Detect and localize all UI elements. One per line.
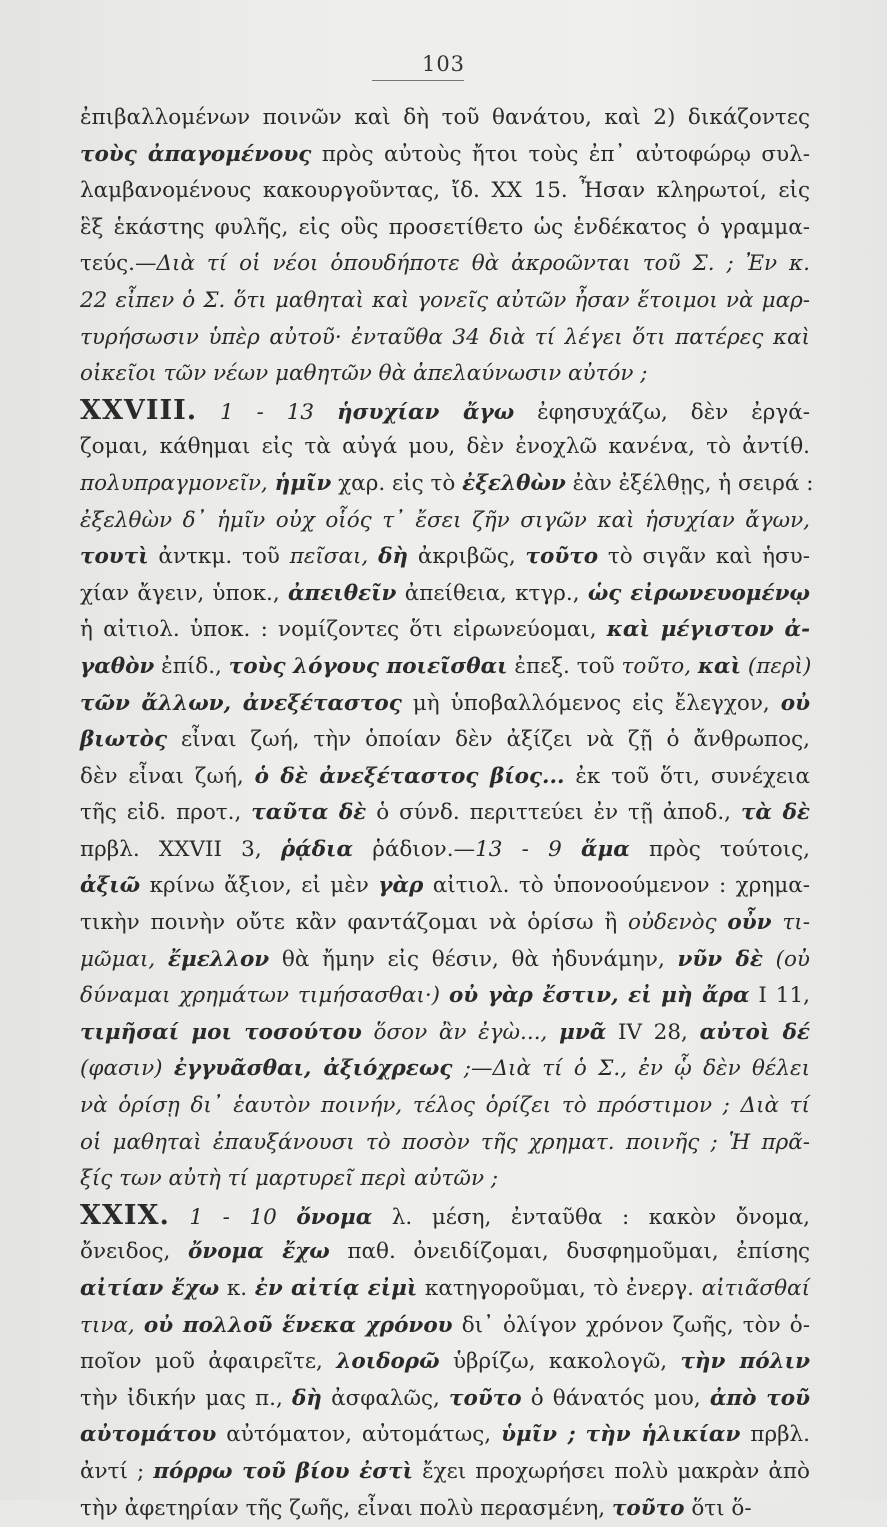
text-line bbox=[80, 1417, 810, 1454]
text-run: τὴν ἀφετηρίαν τῆς ζωῆς, εἶναι πολὺ περασμένη, bbox=[80, 1495, 612, 1521]
text-run: ἐὰν ἐξέλθῃς, ἡ σειρά : bbox=[565, 470, 814, 496]
text-line bbox=[80, 1161, 810, 1198]
text-run: παθ. ὀνειδίζομαι, δυσφημοῦμαι, ἐπίσης bbox=[329, 1239, 810, 1265]
text-run: δὴ bbox=[291, 1385, 322, 1411]
text-run: ἔμελλον bbox=[167, 946, 270, 972]
text-line bbox=[80, 393, 810, 430]
text-line bbox=[80, 978, 810, 1015]
text-run: νῦν δὲ bbox=[677, 946, 763, 972]
text-line bbox=[80, 722, 810, 759]
text-run: νὰ ὁρίσῃ δι᾿ ἑαυτὸν ποινήν, τέλος ὁρίζει τὸ πρόστιμον ; Διὰ τί bbox=[80, 1093, 810, 1119]
text-run: τικὴν ποινὴν οὔτε κἂν φαντάζομαι νὰ ὁρίσω ἢ bbox=[80, 910, 629, 936]
text-line bbox=[80, 795, 810, 832]
text-run: ὡς εἰρωνευομένῳ bbox=[587, 580, 810, 606]
text-run: πρβλ. bbox=[740, 1422, 810, 1448]
text-line bbox=[80, 356, 810, 393]
text-run: τοὺς λόγους ποιεῖσθαι bbox=[228, 653, 508, 679]
text-run: εἶναι ζωή, τὴν ὁποίαν δὲν ἀξίζει νὰ ζῇ ὁ ἄνθρωπος, bbox=[167, 727, 810, 753]
text-run: δι᾿ ὀλίγον χρόνον ζωῆς, τὸν ὁ- bbox=[452, 1312, 811, 1338]
text-line bbox=[80, 539, 810, 576]
text-run: ἡμῖν bbox=[274, 470, 332, 496]
page-number: 103 bbox=[421, 52, 466, 76]
text-run: ἐν αἰτίᾳ εἰμὶ bbox=[254, 1276, 418, 1301]
text-run: ἐφησυχάζω, δὲν ἐργά- bbox=[514, 399, 811, 425]
text-run: ταῦτα δὲ bbox=[251, 800, 367, 826]
text-run: βιωτὸς bbox=[80, 727, 168, 753]
text-run: 22 εἶπεν ὁ Σ. ὅτι μαθηταὶ καὶ γονεῖς αὐτῶν ἦσαν ἕτοιμοι νὰ μαρ- bbox=[80, 287, 810, 313]
commentary-text bbox=[80, 100, 814, 1527]
text-run: τὴν πόλιν bbox=[680, 1349, 810, 1375]
text-run: ὁ σύνδ. περιττεύει ἐν τῇ ἀποδ., bbox=[366, 800, 741, 826]
section-heading: XXVIII. bbox=[80, 394, 198, 426]
text-run: τὴν ἰδικήν μας π., bbox=[80, 1385, 292, 1411]
text-run: ζομαι, κάθημαι εἰς τὰ αὐγά μου, δὲν ἐνοχλῶ κανένα, τὸ ἀντίθ. bbox=[80, 434, 810, 460]
text-line bbox=[80, 1344, 810, 1381]
text-line bbox=[80, 942, 810, 979]
text-run: μνᾶ bbox=[559, 1019, 607, 1045]
text-run: ῥάδιον.— bbox=[353, 836, 476, 862]
text-line bbox=[80, 466, 814, 503]
text-run: κατηγοροῦμαι, τὸ ἐνεργ. bbox=[417, 1276, 702, 1301]
text-run bbox=[576, 1422, 586, 1447]
text-run: οὐδενὸς bbox=[628, 910, 728, 936]
text-run: πρβλ. XXVII 3, bbox=[80, 836, 281, 862]
text-run: ῥᾴδια bbox=[280, 836, 354, 862]
text-line bbox=[80, 173, 810, 210]
text-line bbox=[80, 137, 810, 174]
text-run: δύναμαι χρημάτων τιμήσασθαι·) bbox=[80, 983, 449, 1009]
text-line bbox=[80, 1198, 810, 1235]
text-run: λ. μέση, ἐνταῦθα : κακὸν ὄνομα, bbox=[372, 1204, 810, 1230]
text-line bbox=[80, 1125, 810, 1162]
text-run: οἱ μαθηταὶ ἐπαυξάνουσι τὸ ποσὸν τῆς χρηματ. ποινῆς ; Ἡ πρᾶ- bbox=[80, 1129, 810, 1155]
text-run: ;—Διὰ τί ὁ Σ., ἐν ᾧ δὲν θέλει bbox=[452, 1056, 811, 1082]
text-run: οἰκεῖοι τῶν νέων μαθητῶν θὰ ἀπελαύνωσιν αὐτόν ; bbox=[80, 361, 648, 387]
text-run: ἀντκμ. τοῦ bbox=[148, 544, 290, 570]
text-run: οὐ πολλοῦ ἕνεκα χρόνου bbox=[143, 1312, 453, 1338]
text-run: Διὰ τί οἱ νέοι ὁπουδήποτε θὰ ἀκροῶνται τοῦ Σ. ; Ἐν κ. bbox=[156, 251, 810, 277]
text-run: τοῦτο, bbox=[621, 653, 698, 679]
text-run: ξίς των αὐτὴ τί μαρτυρεῖ περὶ αὐτῶν ; bbox=[80, 1166, 499, 1192]
text-run: ἀσφαλῶς, bbox=[321, 1385, 450, 1411]
text-run: χαρ. εἰς τὸ bbox=[331, 470, 463, 496]
text-run: ἡσυχίαν ἄγω bbox=[337, 399, 515, 425]
text-run: ἐξελθὼν δ᾿ ἡμῖν οὐχ οἷός τ᾿ ἔσει ζῆν σιγῶν καὶ ἡσυχίαν ἄγων, bbox=[80, 507, 810, 533]
text-run: ὅσον ἂν ἐγὼ..., bbox=[361, 1019, 560, 1045]
text-run: τῆς εἰδ. προτ., bbox=[80, 800, 252, 826]
text-run: τοὺς ἀπαγομένους bbox=[80, 141, 312, 167]
text-run: (περὶ) bbox=[740, 653, 812, 679]
text-run: IV 28, bbox=[606, 1019, 700, 1045]
text-run: λοιδορῶ bbox=[336, 1349, 440, 1375]
text-run: ὁ δὲ ἀνεξέταστος βίος... bbox=[254, 763, 565, 789]
text-line bbox=[80, 576, 810, 613]
text-run: ὑβρίζω, κακολογῶ, bbox=[439, 1349, 681, 1375]
text-run: ἓξ ἑκάστης φυλῆς, εἰς οὓς προσετίθετο ὡς ἑνδέκατος ὁ γραμμα- bbox=[80, 214, 810, 240]
text-line bbox=[80, 649, 810, 686]
text-run: 1 - 13 bbox=[197, 399, 338, 425]
text-run: πόρρω τοῦ βίου ἐστὶ bbox=[153, 1458, 414, 1484]
text-run: οὖν bbox=[727, 910, 772, 936]
text-run: ἀξιῶ bbox=[80, 873, 141, 899]
text-run: τοῦτο bbox=[611, 1495, 685, 1521]
text-run: αὐτομάτου bbox=[80, 1422, 217, 1448]
text-run: ἀντί ; bbox=[80, 1458, 154, 1484]
text-run: ἔχει προχωρήσει πολὺ μακρὰν ἀπὸ bbox=[413, 1458, 810, 1484]
text-run: πρὸς τούτοις, bbox=[629, 836, 810, 862]
text-line bbox=[80, 1271, 810, 1308]
text-run: ὄνομα ἔχω bbox=[187, 1239, 330, 1265]
text-run: πολυπραγμονεῖν, bbox=[80, 470, 275, 496]
text-run: τὸ σιγᾶν καὶ ἡσυ- bbox=[598, 544, 810, 570]
text-run: πρὸς αὐτοὺς ἤτοι τοὺς ἐπ᾿ αὐτοφώρῳ συλ- bbox=[311, 141, 810, 167]
text-line bbox=[80, 210, 810, 247]
text-run: κ. bbox=[219, 1276, 255, 1301]
text-run: μὴ ὑποβαλλόμενος εἰς ἔλεγχον, bbox=[401, 690, 781, 716]
text-line bbox=[80, 429, 810, 466]
text-run: πεῖσαι, bbox=[289, 544, 379, 570]
text-line bbox=[80, 100, 810, 137]
text-run: 13 - 9 bbox=[475, 836, 581, 862]
text-run: οὐ bbox=[780, 690, 810, 716]
text-run: τι- bbox=[771, 910, 810, 936]
text-line bbox=[80, 868, 810, 905]
text-run: ἀπὸ τοῦ bbox=[709, 1385, 810, 1411]
text-run: οὐ γὰρ ἔστιν, εἰ μὴ ἄρα bbox=[448, 983, 750, 1009]
text-line bbox=[80, 1015, 810, 1052]
text-run: γαθὸν bbox=[80, 653, 155, 679]
text-line bbox=[80, 1308, 810, 1345]
text-run: ὅτι ὅ- bbox=[684, 1495, 752, 1521]
text-run: ἀπείθεια, κτγρ., bbox=[396, 580, 588, 606]
text-run: τινα, bbox=[80, 1312, 144, 1338]
text-run: αὐτόματον, αὐτομάτως, bbox=[216, 1422, 502, 1448]
text-run: τουτὶ bbox=[80, 544, 149, 570]
text-line bbox=[80, 686, 810, 723]
text-run: τὰ δὲ bbox=[740, 800, 810, 826]
text-line bbox=[80, 1088, 810, 1125]
text-run: αἰτιᾶσθαί bbox=[701, 1276, 811, 1301]
text-run: ὁ θάνατός μου, bbox=[521, 1385, 710, 1411]
text-line bbox=[80, 1381, 810, 1418]
text-run: δὴ bbox=[378, 544, 409, 570]
text-run: ἀκριβῶς, bbox=[408, 544, 526, 570]
text-run: αὐτοὶ δέ bbox=[699, 1019, 810, 1045]
section-heading: XXIX. bbox=[80, 1199, 170, 1231]
text-run: αἰτίαν ἔχω bbox=[80, 1276, 220, 1301]
text-run: κρίνω ἄξιον, εἰ μὲν bbox=[140, 873, 379, 899]
text-line bbox=[80, 283, 810, 320]
text-run: μῶμαι, bbox=[80, 946, 168, 972]
text-line bbox=[80, 1454, 810, 1491]
text-run: τὴν ἡλικίαν bbox=[585, 1422, 741, 1448]
text-run: ἐγγυᾶσθαι, ἀξιόχρεως bbox=[173, 1056, 453, 1082]
text-run: τυρήσωσιν ὑπὲρ αὐτοῦ· ἐνταῦθα 34 διὰ τί λέγει ὅτι πατέρες καὶ bbox=[80, 324, 810, 350]
text-run: γὰρ bbox=[378, 873, 424, 899]
text-run: 1 - 10 bbox=[169, 1204, 297, 1230]
text-run: καὶ bbox=[697, 653, 741, 679]
text-line bbox=[80, 1051, 810, 1088]
text-run: χίαν ἄγειν, ὑποκ., bbox=[80, 580, 288, 606]
text-run: ἐξελθὼν bbox=[462, 470, 566, 496]
header-rule bbox=[372, 80, 464, 81]
text-run: τιμῆσαί μοι τοσούτου bbox=[80, 1019, 362, 1045]
text-run: (οὐ bbox=[762, 946, 810, 972]
text-run: ἐπεξ. τοῦ bbox=[507, 653, 622, 679]
text-line bbox=[80, 320, 810, 357]
text-run: ὄνειδος, bbox=[80, 1239, 188, 1265]
text-line bbox=[80, 905, 810, 942]
text-run: ἀπειθεῖν bbox=[287, 580, 397, 606]
text-run: ἡ αἰτιολ. ὑποκ. : νομίζοντες ὅτι εἰρωνεύομαι, bbox=[80, 617, 607, 643]
text-run: τοῦτο bbox=[525, 544, 599, 570]
text-run: ἐκ τοῦ ὅτι, συνέχεια bbox=[564, 763, 810, 789]
text-run: ὑμῖν ; bbox=[501, 1422, 576, 1448]
text-run: ἐπίδ., bbox=[154, 653, 229, 679]
text-line bbox=[80, 832, 810, 869]
text-run: αἰτιολ. τὸ ὑπονοούμενον : χρημα- bbox=[423, 873, 810, 899]
text-line bbox=[80, 246, 810, 283]
text-run: (φασιν) bbox=[80, 1056, 174, 1082]
text-run: I 11, bbox=[749, 983, 811, 1009]
text-run: καὶ μέγιστον ἀ- bbox=[606, 617, 810, 643]
text-line bbox=[80, 1491, 810, 1527]
text-run: θὰ ἤμην εἰς θέσιν, θὰ ἠδυνάμην, bbox=[269, 946, 678, 972]
text-run: τοῦτο bbox=[449, 1385, 522, 1411]
text-line bbox=[80, 759, 810, 796]
text-run: ἅμα bbox=[580, 836, 630, 862]
text-run: ποῖον μοῦ ἀφαιρεῖτε, bbox=[80, 1349, 337, 1375]
text-run: ὄνομα bbox=[296, 1204, 373, 1230]
text-line bbox=[80, 503, 810, 540]
text-line bbox=[80, 1234, 810, 1271]
text-line bbox=[80, 612, 810, 649]
text-run: ἐπιβαλλομένων ποινῶν καὶ δὴ τοῦ θανάτου, καὶ 2) δικάζοντες bbox=[80, 105, 810, 130]
text-run: λαμβανομένους κακουργοῦντας, ἴδ. XX 15. Ἦσαν κληρωτοί, εἰς bbox=[80, 178, 810, 204]
text-run: τῶν ἄλλων, ἀνεξέταστος bbox=[80, 690, 402, 716]
text-run: δὲν εἶναι ζωή, bbox=[80, 763, 255, 789]
text-run: τεύς.— bbox=[80, 251, 157, 277]
